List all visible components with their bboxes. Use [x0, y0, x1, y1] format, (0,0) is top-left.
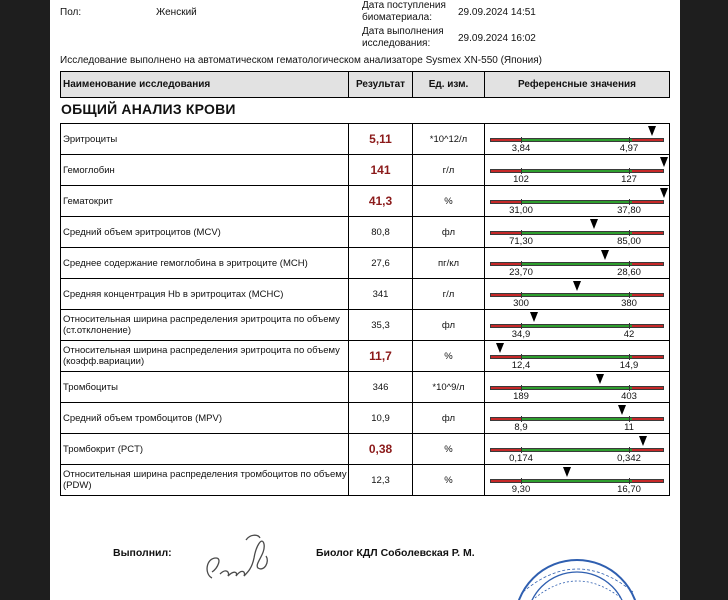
test-result	[349, 465, 413, 495]
reference-high: 85,00	[617, 236, 641, 247]
col-name-header: Наименование исследования	[61, 72, 349, 97]
test-unit: г/л	[413, 279, 485, 309]
reference-range	[485, 341, 669, 371]
result-marker-icon	[648, 126, 656, 136]
table-row	[61, 434, 669, 465]
result-value: 12,3	[371, 474, 390, 486]
test-name: Тромбокрит (PCT)	[61, 434, 349, 464]
reference-range	[485, 403, 669, 433]
result-marker-icon	[660, 157, 668, 167]
reference-low: 71,30	[509, 236, 533, 247]
test-unit: *10^9/л	[413, 372, 485, 402]
test-name: Относительная ширина распределения тромбоцитов по объему (PDW)	[61, 465, 349, 495]
reference-high: 42	[623, 329, 635, 340]
result-value: 346	[372, 381, 389, 393]
reference-bar	[490, 355, 664, 359]
abnormal-result-value: 0,38	[368, 441, 393, 456]
reference-high: 0,342	[617, 453, 641, 464]
test-result	[349, 279, 413, 309]
col-reference-header: Референсные значения	[517, 79, 637, 90]
test-name: Средний объем тромбоцитов (MPV)	[61, 403, 349, 433]
test-result	[349, 310, 413, 340]
reference-high: 403	[621, 391, 637, 402]
test-name: Среднее содержание гемоглобина в эритроците (MCH)	[61, 248, 349, 278]
test-name: Средняя концентрация Hb в эритроцитах (MCHC)	[61, 279, 349, 309]
table-row	[61, 155, 669, 186]
signature-image	[200, 528, 280, 590]
test-unit: фл	[413, 403, 485, 433]
result-marker-icon	[596, 374, 604, 384]
test-unit: г/л	[413, 155, 485, 185]
reference-low: 34,9	[511, 329, 531, 340]
table-row	[61, 372, 669, 403]
result-marker-icon	[573, 281, 581, 291]
reference-range	[485, 279, 669, 309]
abnormal-result-value: 41,3	[368, 193, 393, 208]
result-marker-icon	[639, 436, 647, 446]
table-row	[61, 465, 669, 496]
reference-high: 16,70	[617, 484, 641, 495]
reference-bar	[490, 417, 664, 421]
result-value: 27,6	[371, 257, 390, 269]
reference-high: 127	[621, 174, 637, 185]
reference-low: 9,30	[511, 484, 531, 495]
lab-report-page	[50, 0, 680, 600]
reference-bar	[490, 200, 664, 204]
test-result	[349, 186, 413, 216]
reference-high: 380	[621, 298, 637, 309]
result-value: 35,3	[371, 319, 390, 331]
test-name: Тромбоциты	[61, 372, 349, 402]
reference-low: 12,4	[511, 360, 531, 371]
reference-range	[485, 248, 669, 278]
reference-range	[485, 124, 669, 154]
reference-high: 4,97	[619, 143, 639, 154]
table-row	[61, 248, 669, 279]
reference-bar	[490, 324, 664, 328]
performed-by-label: Выполнил:	[113, 547, 172, 559]
reference-low: 8,9	[514, 422, 528, 433]
reference-high: 37,80	[617, 205, 641, 216]
abnormal-result-value: 5,11	[369, 131, 392, 146]
test-name: Относительная ширина распределения эритроцита по объему (коэфф.вариации)	[61, 341, 349, 371]
reference-high: 14,9	[619, 360, 639, 371]
col-result-header: Результат	[349, 72, 413, 97]
test-name: Гемоглобин	[61, 155, 349, 185]
reference-range	[485, 310, 669, 340]
test-unit: фл	[413, 217, 485, 247]
table-header	[60, 71, 670, 98]
reference-low: 300	[513, 298, 529, 309]
reference-bar	[490, 231, 664, 235]
biologist-signature: Биолог КДЛ Соболевская Р. М.	[316, 547, 475, 559]
table-row	[61, 217, 669, 248]
reference-low: 189	[513, 391, 529, 402]
reference-low: 0,174	[509, 453, 533, 464]
test-name: Средний объем эритроцитов (MCV)	[61, 217, 349, 247]
test-result	[349, 248, 413, 278]
reference-range	[485, 186, 669, 216]
test-name: Гематокрит	[61, 186, 349, 216]
reference-range	[485, 372, 669, 402]
result-marker-icon	[660, 188, 668, 198]
test-name: Эритроциты	[61, 124, 349, 154]
reference-low: 3,84	[511, 143, 531, 154]
result-marker-icon	[618, 405, 626, 415]
result-marker-icon	[496, 343, 504, 353]
reference-low: 31,00	[509, 205, 533, 216]
reference-bar	[490, 138, 664, 142]
completed-value: 29.09.2024 16:02	[458, 33, 536, 44]
test-result	[349, 403, 413, 433]
table-row	[61, 186, 669, 217]
test-unit: %	[413, 434, 485, 464]
result-marker-icon	[601, 250, 609, 260]
test-result	[349, 217, 413, 247]
table-row	[61, 341, 669, 372]
reference-low: 23,70	[509, 267, 533, 278]
reference-high: 11	[624, 422, 634, 433]
reference-bar	[490, 293, 664, 297]
table-rows	[60, 123, 670, 496]
abnormal-result-value: 141	[370, 162, 391, 177]
test-result	[349, 372, 413, 402]
clinic-stamp	[505, 552, 655, 600]
test-result	[349, 341, 413, 371]
reference-bar	[490, 386, 664, 390]
completed-label: Дата выполнения исследования:	[362, 26, 444, 49]
reference-bar	[490, 479, 664, 483]
sex-value: Женский	[156, 7, 197, 18]
test-result	[349, 434, 413, 464]
reference-low: 102	[513, 174, 529, 185]
reference-bar	[490, 448, 664, 452]
result-value: 80,8	[371, 226, 390, 238]
test-unit: пг/кл	[413, 248, 485, 278]
received-label: Дата поступления биоматериала:	[362, 0, 446, 23]
test-result	[349, 124, 413, 154]
test-unit: %	[413, 186, 485, 216]
reference-range	[485, 434, 669, 464]
table-row	[61, 124, 669, 155]
reference-bar	[490, 169, 664, 173]
sex-label: Пол:	[60, 7, 82, 18]
test-name: Относительная ширина распределения эритроцита по объему (ст.отклонение)	[61, 310, 349, 340]
reference-high: 28,60	[617, 267, 641, 278]
reference-range	[485, 155, 669, 185]
test-result	[349, 155, 413, 185]
test-unit: *10^12/л	[413, 124, 485, 154]
result-marker-icon	[530, 312, 538, 322]
table-row	[61, 310, 669, 341]
abnormal-result-value: 11,7	[369, 348, 392, 363]
received-value: 29.09.2024 14:51	[458, 7, 536, 18]
section-title: ОБЩИЙ АНАЛИЗ КРОВИ	[61, 101, 236, 117]
analyzer-note: Исследование выполнено на автоматическом гематологическом анализаторе Sysmex XN-550 (Япония)	[60, 55, 542, 66]
reference-range	[485, 465, 669, 495]
col-unit-header: Ед. изм.	[413, 72, 485, 97]
table-row	[61, 403, 669, 434]
reference-range	[485, 217, 669, 247]
result-value: 341	[372, 288, 389, 300]
result-marker-icon	[563, 467, 571, 477]
result-marker-icon	[590, 219, 598, 229]
result-value: 10,9	[371, 412, 390, 424]
test-unit: %	[413, 465, 485, 495]
test-unit: фл	[413, 310, 485, 340]
reference-bar	[490, 262, 664, 266]
table-row	[61, 279, 669, 310]
test-unit: %	[413, 341, 485, 371]
